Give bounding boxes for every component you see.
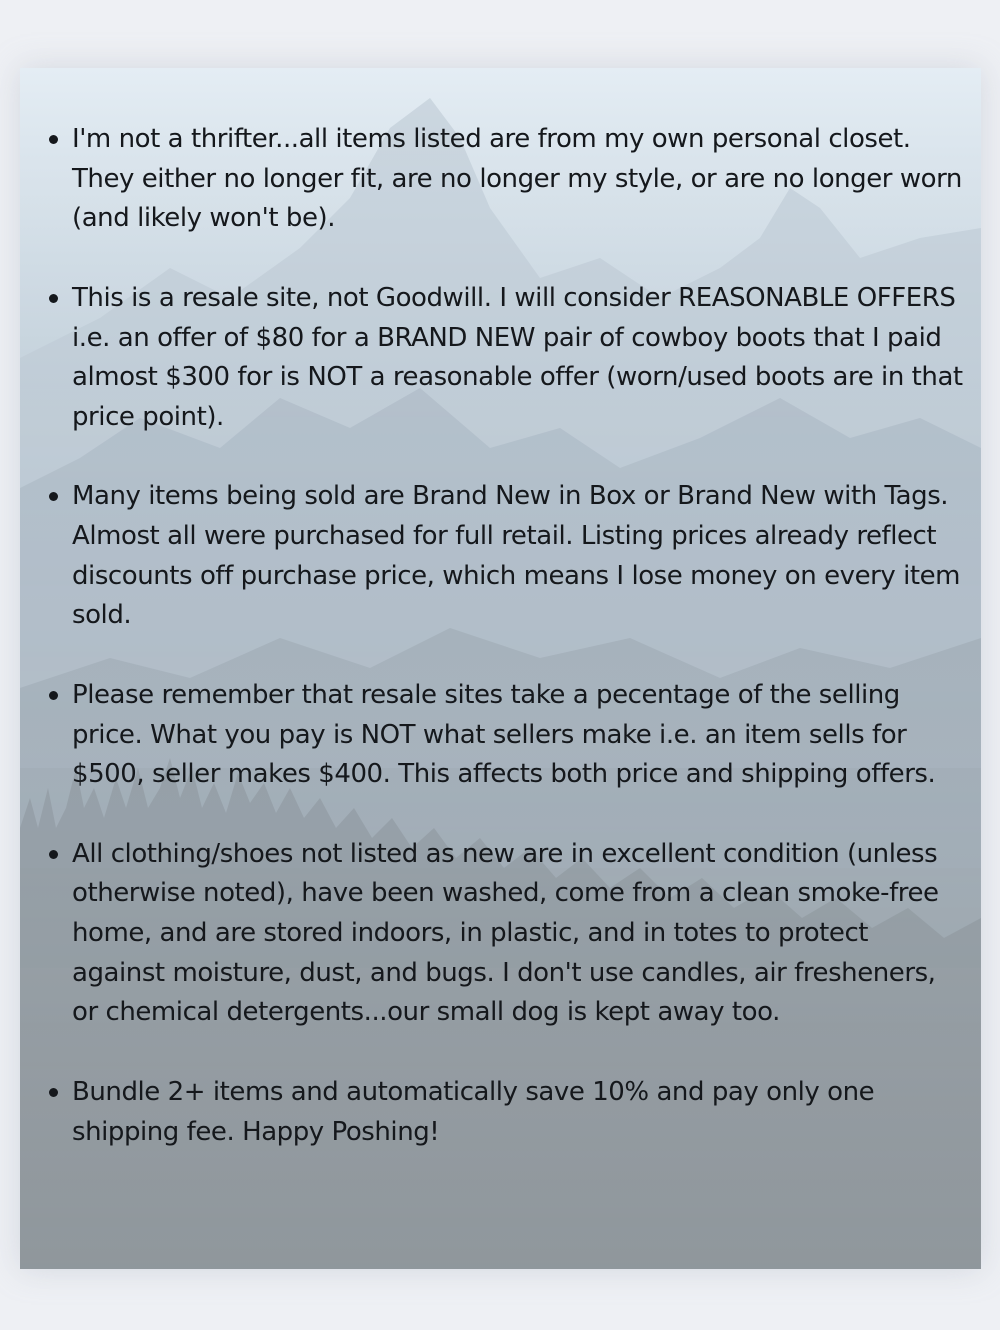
policy-note	[44, 120, 964, 239]
policy-note	[44, 835, 964, 1034]
bullet-point	[49, 294, 58, 303]
bullet-point	[49, 135, 58, 144]
policy-note-text: Please remember that resale sites take a pecentage of the selling price. What you pay is NOT what sellers make i.e. an item sells for $500, seller makes $400. This affects both price and shipping offers.	[72, 679, 936, 790]
policy-note-text: Many items being sold are Brand New in Box or Brand New with Tags. Almost all were purchased for full retail. Listing prices already reflect discounts off purchase price, which means I lose money on every item sold.	[72, 481, 961, 631]
policy-note	[44, 1073, 964, 1152]
bullet-point	[49, 492, 58, 501]
policy-note-text: I'm not a thrifter...all items listed are from my own personal closet. They either no longer fit, are no longer my style, or are no longer worn (and likely won't be).	[72, 124, 962, 234]
bullet-point	[49, 691, 58, 700]
policy-note-text: All clothing/shoes not listed as new are in excellent condition (unless otherwise noted), have been washed, come from a clean smoke-free home, and are stored indoors, in plastic, and in totes to protect against moisture, dust, and bugs. I don't use candles, air fresheners, or chemical detergents...our small dog is kept away too.	[72, 838, 939, 1028]
bullet-point	[49, 1088, 58, 1097]
policy-note	[44, 676, 964, 795]
policy-notes-list	[44, 120, 964, 1152]
policy-note	[44, 477, 964, 636]
policy-note	[44, 279, 964, 438]
policy-note-text: Bundle 2+ items and automatically save 10% and pay only one shipping fee. Happy Poshing!	[72, 1076, 875, 1147]
notice-card	[20, 68, 981, 1269]
bullet-point	[49, 850, 58, 859]
policy-note-text: This is a resale site, not Goodwill. I will consider REASONABLE OFFERS i.e. an offer of $80 for a BRAND NEW pair of cowboy boots that I paid almost $300 for is NOT a reasonable offer (worn/used boots are in that price point).	[72, 282, 963, 432]
